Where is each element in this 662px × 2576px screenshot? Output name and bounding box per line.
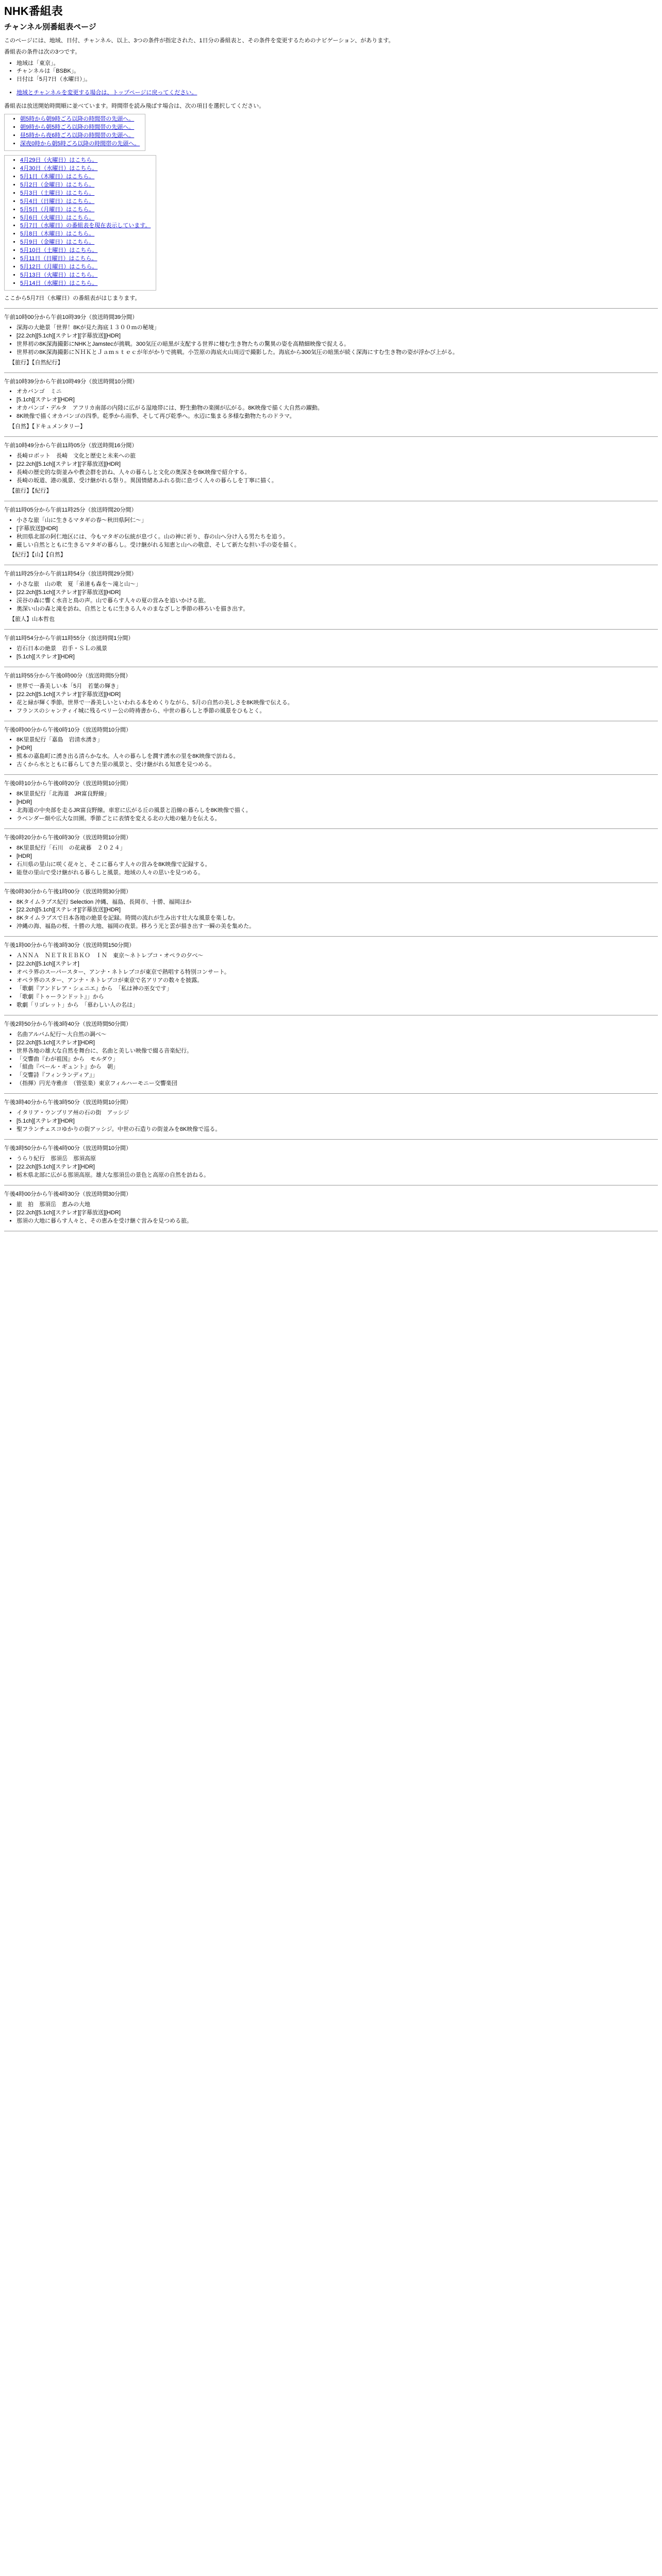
page-subtitle: チャンネル別番組表ページ	[4, 22, 96, 31]
program-details	[4, 324, 658, 357]
program-entry	[4, 1191, 658, 1226]
list-item	[20, 214, 151, 223]
program-detail-line: • うらり紀行 那須岳 那須高原	[16, 1155, 658, 1163]
program-details	[4, 683, 658, 716]
program-detail-line: • [22.2ch][5.1ch][ステレオ][字幕放送][HDR]	[16, 332, 658, 341]
time-jump-link-evening[interactable]: 昼5時から夜6時ごろ以降の時間帯の先頭へ。	[20, 132, 135, 139]
divider	[4, 372, 658, 373]
program-genre: 【旅行】【自然紀行】	[9, 359, 63, 366]
program-time: 午後0時20分から午後0時30分（放送時間10分間）	[4, 834, 131, 841]
program-detail-line: • オペラ界のスーパースター、アンナ・ネトレプコが東京で熱唱する特別コンサート。	[16, 969, 658, 977]
program-detail-line: • 8K映像で描くオカバンゴの四季。乾季から雨季、そして再び乾季へ。水辺に集まる多様な動物たちのドラマ。	[16, 413, 658, 421]
nav-intro: 番組表は放送開始時間順に並べています。時間帯を読み飛ばす場合は、次の項目を選択してください。	[4, 103, 265, 110]
list-item	[20, 230, 151, 239]
program-detail-line: • [22.2ch][5.1ch][ステレオ][字幕放送][HDR]	[16, 691, 658, 699]
program-detail-line: • ＡＮＮＡ ＮＥＴＲＥＢＫＯ ＩＮ 東京〜ネトレプコ・オペラの夕べ〜	[16, 952, 658, 960]
program-detail-line: • 深海の大絶景「世界！8Kが見た海底１３００ｍの秘境」	[16, 324, 658, 332]
program-detail-line: • 「交響曲『わが祖国』から モルダウ」	[16, 1056, 658, 1064]
program-entry	[4, 780, 658, 823]
top-link-list	[4, 89, 658, 97]
list-item	[20, 272, 151, 280]
program-detail-line: • [22.2ch][5.1ch][ステレオ][字幕放送][HDR]	[16, 589, 658, 597]
program-detail-line: • 世界各地の雄大な自然を舞台に、名曲と美しい映像で綴る音楽紀行。	[16, 1047, 658, 1056]
program-detail-line: • [HDR]	[16, 744, 658, 753]
program-time: 午前11時05分から午前11時25分（放送時間20分間）	[4, 506, 137, 513]
program-details	[4, 844, 658, 877]
program-detail-line: • [5.1ch][ステレオ][HDR]	[16, 653, 658, 662]
list-item	[20, 173, 151, 181]
list-item	[20, 239, 151, 247]
list-item	[20, 247, 151, 255]
program-entry	[4, 570, 658, 624]
program-entry	[4, 942, 658, 1010]
program-detail-line: • オカバンゴ・デルタ アフリカ南部の内陸に広がる湿地帯には、野生動物の楽園が広がる。8K映像で描く大自然の躍動。	[16, 404, 658, 413]
program-genre: 【旅人】山本哲也	[9, 616, 55, 623]
program-entry	[4, 888, 658, 931]
program-details	[4, 1155, 658, 1180]
conditions-list	[4, 60, 658, 84]
program-details	[4, 736, 658, 769]
program-entry	[4, 1145, 658, 1180]
divider	[4, 1139, 658, 1140]
program-detail-line: • 花と緑が輝く季節。世界で一番美しいといわれる本をめくりながら、5月の自然の美しさを8K映像で伝える。	[16, 699, 658, 707]
intro-text: このページには、地域、日付、チャンネル、以上、3つの条件が指定された、1日分の番組表と、その条件を変更するためのナビゲーション、があります。	[4, 37, 394, 44]
date-link[interactable]: 5月13日（火曜日）はこちら。	[20, 272, 98, 279]
condition-date: • 日付は「5月7日（水曜日）」。	[16, 76, 658, 84]
program-detail-line: • 世界初の8K深海撮影にNHKとJamstecが挑戦。300気圧の暗黒が支配する世界に棲む生き物たちの驚異の姿を高精細映像で捉える。	[16, 341, 658, 349]
program-detail-line: • 「組曲『ペール・ギュント』から 朝」	[16, 1063, 658, 1072]
list-item	[20, 206, 151, 214]
program-time: 午後3時50分から午後4時00分（放送時間10分間）	[4, 1145, 131, 1152]
program-details	[4, 452, 658, 485]
program-detail-line: • [22.2ch][5.1ch][ステレオ][字幕放送][HDR]	[16, 1209, 658, 1217]
list-item	[20, 280, 151, 288]
program-detail-line: • 熊本の嘉島町に湧き出る清らかな水。人々の暮らしを潤す湧水の里を8K映像で訪ねる。	[16, 753, 658, 761]
program-detail-line: • [字幕放送][HDR]	[16, 525, 658, 533]
program-list	[4, 314, 658, 1231]
program-detail-line: • 奥深い山の森と滝を訪ね、自然とともに生きる人々のまなざしと季節の移ろいを描き出す。	[16, 605, 658, 614]
date-link[interactable]: 5月6日（火曜日）はこちら。	[20, 214, 95, 221]
program-time: 午前11時55分から午後0時00分（放送時間5分間）	[4, 672, 131, 679]
program-detail-line: • 小さな旅 山の歌 夏「弟達も森を～滝と山～」	[16, 581, 658, 589]
program-detail-line: • 北海道の中央部を走るJR富良野線。車窓に広がる丘の風景と沿線の暮らしを8K映像で描く。	[16, 807, 658, 815]
program-detail-line: • イタリア・ウンブリア州の石の街 アッシジ	[16, 1109, 658, 1117]
divider	[4, 308, 658, 309]
list-item	[20, 165, 151, 173]
program-details	[4, 388, 658, 421]
program-detail-line: • [22.2ch][5.1ch][ステレオ][字幕放送][HDR]	[16, 461, 658, 469]
program-details	[4, 1109, 658, 1134]
program-entry	[4, 834, 658, 877]
program-time: 午前10時49分から午前11時05分（放送時間16分間）	[4, 443, 138, 449]
program-time: 午後4時00分から午後4時30分（放送時間30分間）	[4, 1191, 131, 1197]
list-item	[20, 181, 151, 190]
program-detail-line: • [5.1ch][ステレオ][HDR]	[16, 1117, 658, 1126]
program-detail-line: • 8K里景紀行「嘉島 岩清水湧き」	[16, 736, 658, 744]
program-time: 午後0時00分から午後0時10分（放送時間10分間）	[4, 726, 131, 733]
program-detail-line: • オペラ界のスター、アンナ・ネトレプコが東京で名アリアの数々を披露。	[16, 977, 658, 985]
list-item	[20, 115, 140, 124]
program-details	[4, 1031, 658, 1089]
list-item	[20, 157, 151, 165]
program-detail-line: • [22.2ch][5.1ch][ステレオ][字幕放送][HDR]	[16, 906, 658, 914]
program-detail-line: • 8Kタイムラプス紀行 Selection 沖縄、福島、長岡市、十勝、福岡ほか	[16, 899, 658, 907]
program-detail-line: • 8K里景紀行「北海道 JR富良野線」	[16, 790, 658, 799]
program-detail-line: • 世界で一番美しい本「5月 若葉の輝き」	[16, 683, 658, 691]
date-link[interactable]: 4月30日（水曜日）はこちら。	[20, 165, 98, 172]
page-title: NHK番組表	[4, 5, 63, 18]
program-detail-line: • 渓谷の森に響く水音と鳥の声。山で暮らす人々の夏の営みを追いかける旅。	[16, 597, 658, 605]
program-detail-line: • [22.2ch][5.1ch][ステレオ]	[16, 960, 658, 969]
program-entry	[4, 314, 658, 367]
program-detail-line: • 能登の里山で受け継がれる暮らしと風景。地域の人々の思いを見つめる。	[16, 869, 658, 877]
program-detail-line: • 「歌劇『トゥーランドット』」から	[16, 993, 658, 1002]
date-link[interactable]: 5月14日（水曜日）はこちら。	[20, 280, 98, 287]
time-jump-link-midnight[interactable]: 深夜0時から朝5時ごろ以降の時間帯の先頭へ。	[20, 141, 140, 147]
program-detail-line: • 石川県の里山に咲く花々と、そこに暮らす人々の営みを8K映像で記録する。	[16, 861, 658, 869]
program-genre: 【自然】【ドキュメンタリー】	[9, 423, 86, 430]
program-time: 午前10時00分から午前10時39分（放送時間39分間）	[4, 314, 138, 320]
program-entry	[4, 506, 658, 560]
program-time: 午前11時54分から午前11時55分（放送時間1分間）	[4, 635, 134, 642]
program-detail-line: • 岩石日本の絶景 岩手・ＳＬの風景	[16, 645, 658, 653]
program-detail-line: • [22.2ch][5.1ch][ステレオ][HDR]	[16, 1039, 658, 1047]
program-details	[4, 790, 658, 823]
list-item	[20, 140, 140, 148]
program-details	[4, 1201, 658, 1226]
program-time: 午後3時40分から午後3時50分（放送時間10分間）	[4, 1099, 131, 1106]
program-detail-line: • 聖フランチェスコゆかりの街アッシジ。中世の石造りの街並みを8K映像で巡る。	[16, 1126, 658, 1134]
divider	[4, 774, 658, 775]
program-time: 午後0時30分から午後1時00分（放送時間30分間）	[4, 888, 131, 895]
top-link-item	[16, 89, 658, 97]
date-link[interactable]: 5月4日（日曜日）はこちら。	[20, 198, 95, 205]
top-page-link[interactable]: 地域とチャンネルを変更する場合は、トップページに戻ってください。	[16, 90, 197, 96]
program-genre: 【旅行】【紀行】	[9, 487, 52, 494]
program-details	[4, 645, 658, 662]
divider	[4, 436, 658, 437]
list-item	[20, 255, 151, 263]
divider	[4, 936, 658, 937]
list-item	[20, 198, 151, 206]
program-detail-line: • 栃木県北部に広がる那須高原。雄大な那須岳の景色と高原の自然を訪ねる。	[16, 1172, 658, 1180]
program-detail-line: • 旅 拍 那須岳 恵みの大地	[16, 1201, 658, 1209]
list-item	[20, 222, 151, 230]
program-entry	[4, 635, 658, 662]
date-nav-list	[17, 157, 151, 288]
program-detail-line: • フランスのシャンティイ城に残るベリー公の時祷書から、中世の暮らしと季節の風景をひもとく。	[16, 707, 658, 716]
date-link[interactable]: 5月7日（水曜日）の番組表を現在表示しています。	[20, 223, 151, 229]
date-link[interactable]: 5月9日（金曜日）はこちら。	[20, 239, 95, 246]
program-time: 午後2時50分から午後3時40分（放送時間50分間）	[4, 1021, 131, 1027]
date-link[interactable]: 5月8日（木曜日）はこちら。	[20, 231, 95, 238]
time-jump-list	[17, 115, 140, 148]
divider	[4, 629, 658, 630]
list-item	[20, 124, 140, 132]
program-detail-line: • 長崎ロボット 長崎 文化と歴史と未来への旅	[16, 452, 658, 461]
program-entry	[4, 726, 658, 770]
page	[0, 0, 662, 1231]
program-time: 午前10時39分から午前10時49分（放送時間10分間）	[4, 378, 138, 385]
divider	[4, 828, 658, 829]
date-link[interactable]: 5月3日（土曜日）はこちら。	[20, 190, 95, 196]
program-details	[4, 581, 658, 614]
program-time: 午後0時10分から午後0時20分（放送時間10分間）	[4, 781, 131, 787]
condition-region: • 地域は「東京」。	[16, 60, 658, 68]
program-entry	[4, 1099, 658, 1134]
program-detail-line: • ラベンダー畑や広大な田園。季節ごとに表情を変える北の大地の魅力を伝える。	[16, 815, 658, 823]
list-item	[20, 190, 151, 198]
list-item	[20, 263, 151, 272]
program-detail-line: • [HDR]	[16, 853, 658, 861]
date-link[interactable]: 5月12日（月曜日）はこちら。	[20, 264, 98, 270]
program-details	[4, 899, 658, 931]
schedule-start-text: ここから5月7日（水曜日）の番組表がはじまります。	[4, 295, 141, 301]
program-detail-line: • [22.2ch][5.1ch][ステレオ][HDR]	[16, 1163, 658, 1172]
program-entry	[4, 672, 658, 716]
program-time: 午後1時00分から午後3時30分（放送時間150分間）	[4, 942, 135, 949]
time-jump-link-morning[interactable]: 朝5時から朝9時ごろ以降の時間帯の先頭へ。	[20, 116, 135, 123]
conditions-heading: 番組表の条件は次の3つです。	[4, 48, 81, 55]
program-detail-line: • 歌劇「リゴレット」から 「慕わしい人の名は」	[16, 1002, 658, 1010]
program-detail-line: • [HDR]	[16, 799, 658, 807]
list-item	[20, 132, 140, 140]
date-link[interactable]: 5月5日（月曜日）はこちら。	[20, 206, 95, 213]
program-entry	[4, 442, 658, 496]
program-detail-line: • 長崎の歴史的な街並みや教会群を訪ね、人々の暮らしと文化の奥深さを8K映像で紹介する。	[16, 469, 658, 477]
condition-channel: • チャンネルは「BSBK」。	[16, 67, 658, 76]
date-link[interactable]: 4月29日（火曜日）はこちら。	[20, 157, 98, 163]
program-detail-line: • 8K里景紀行「石川 の花歳暮 ２０２４」	[16, 844, 658, 853]
program-detail-line: • 秋田県北部の阿仁地区には、今もマタギの伝統が息づく。山の神に祈り、春の山へ分け入る男たちを追う。	[16, 533, 658, 541]
program-detail-line: • 那須の大地に暮らす人々と、その恵みを受け継ぐ営みを見つめる旅。	[16, 1217, 658, 1226]
program-details	[4, 952, 658, 1010]
program-detail-line: • 名曲アルバム紀行〜大自然の調べ〜	[16, 1031, 658, 1039]
program-detail-line: • 沖縄の海、福島の桜、十勝の大地、福岡の夜景。移ろう光と雲が描き出す一瞬の美を集めた。	[16, 923, 658, 931]
date-link[interactable]: 5月10日（土曜日）はこちら。	[20, 247, 98, 254]
program-detail-line: • 「交響詩『フィンランディア』」	[16, 1072, 658, 1080]
program-detail-line: • 古くから水とともに暮らしてきた里の風景と、受け継がれる知恵を見つめる。	[16, 761, 658, 769]
program-detail-line: • [5.1ch][ステレオ][HDR]	[16, 396, 658, 404]
date-link[interactable]: 5月1日（木曜日）はこちら。	[20, 173, 95, 180]
program-detail-line: • （指揮）円光寺雅彦 （管弦楽）東京フィルハーモニー交響楽団	[16, 1080, 658, 1088]
program-entry	[4, 378, 658, 432]
program-detail-line: • 「歌劇『アンドレア・シェニエ』から 「私は神の巫女です」	[16, 985, 658, 993]
divider	[4, 1093, 658, 1094]
program-detail-line: • 厳しい自然とともに生きるマタギの暮らし。受け継がれる知恵と山への敬意、そして新たな担い手の姿を描く。	[16, 541, 658, 550]
program-genre: 【紀行】【山】【自然】	[9, 552, 66, 558]
time-jump-link-day[interactable]: 朝9時から朝5時ごろ以降の時間帯の先頭へ。	[20, 124, 135, 131]
program-detail-line: • 小さな旅「山に生きるマタギの春〜秋田県阿仁〜」	[16, 517, 658, 525]
date-nav-box	[4, 155, 156, 291]
program-entry	[4, 1021, 658, 1089]
date-link[interactable]: 5月2日（金曜日）はこちら。	[20, 181, 95, 188]
date-link[interactable]: 5月11日（日曜日）はこちら。	[20, 256, 97, 262]
program-detail-line: • 世界初の8K深海撮影にＮＨＫとＪａｍｓｔｅｃが年がかりで挑戦。小笠原の海底火山周辺で撮影した。海底から300気圧の暗黒が続く深海にすむ生き物の姿が浮かび上がる。	[16, 349, 658, 357]
program-details	[4, 517, 658, 550]
time-jump-box	[4, 114, 145, 151]
program-time: 午前11時25分から午前11時54分（放送時間29分間）	[4, 571, 137, 578]
program-detail-line: • 長崎の坂道、港の風景、受け継がれる祭り。異国情緒あふれる街に息づく人々の暮らしを丁寧に描く。	[16, 477, 658, 485]
program-detail-line: • オカバンゴ ミニ	[16, 388, 658, 396]
program-detail-line: • 8Kタイムラプスで日本各地の絶景を記録。時間の流れが生み出す壮大な風景を楽しむ。	[16, 914, 658, 923]
